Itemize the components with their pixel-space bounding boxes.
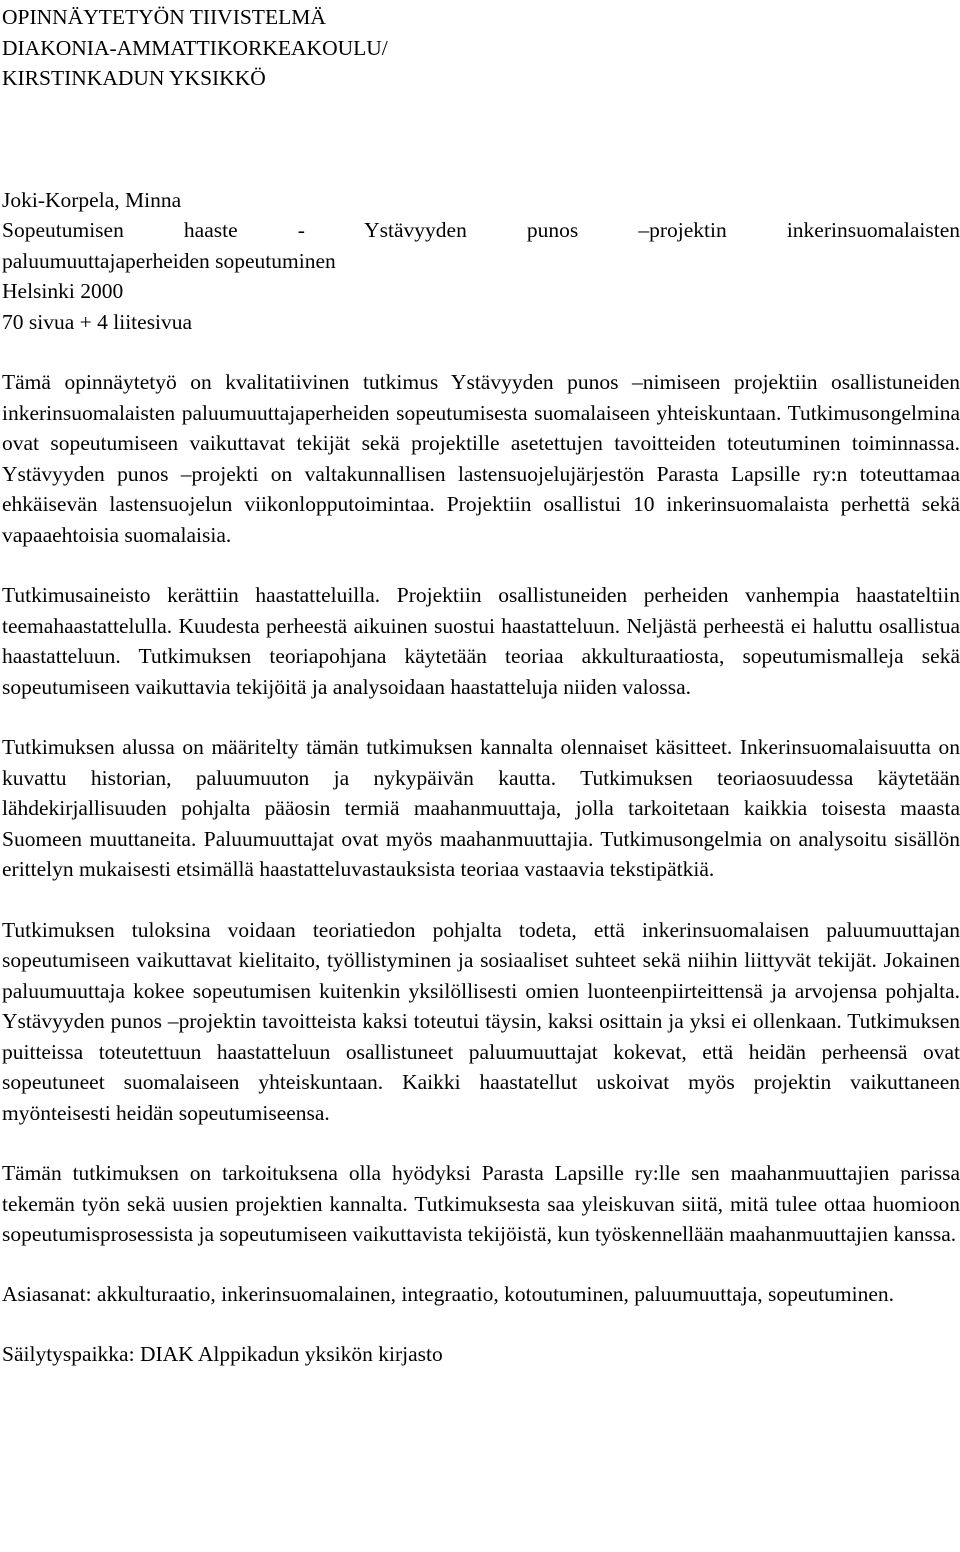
heading-line-1: OPINNÄYTETYÖN TIIVISTELMÄ: [2, 5, 326, 29]
abstract-paragraph-intro: Tämä opinnäytetyö on kvalitatiivinen tutkimus Ystävyyden punos –nimiseen projektiin osallistuneiden inkerinsuomalaisten paluumuuttajaperheiden sopeutumisesta suomalaiseen yhteiskuntaan. Tutkimusongelmina ovat sopeutumiseen vaikuttavat tekijät sekä projektille asetettujen tavoitteiden toteutuminen toiminnassa. Ystävyyden punos –projekti on valtakunnallisen lastensuojelujärjestön Parasta Lapsille ry:n toteuttamaa ehkäisevän lastensuojelun viikonlopputoimintaa. Projektiin osallistui 10 inkerinsuomalaista perhettä sekä vapaaehtoisia suomalaisia.: [2, 370, 960, 547]
thesis-title-line-1: Sopeutumisen haaste - Ystävyyden punos –projektin inkerinsuomalaisten: [2, 218, 960, 242]
abstract-paragraph-method: Tutkimusaineisto kerättiin haastatteluilla. Projektiin osallistuneiden perheiden vanhempia haastateltiin teemahaastattelulla. Kuudesta perheestä aikuinen suostui haastatteluun. Neljästä perheestä ei haluttu osallistua haastatteluun. Tutkimuksen teoriapohjana käytetään teoriaa akkulturaatiosta, sopeutumismalleja sekä sopeutumiseen vaikuttavia tekijöitä ja analysoidaan haastatteluja niiden valossa.: [2, 583, 960, 699]
keywords: Asiasanat: akkulturaatio, inkerinsuomalainen, integraatio, kotoutuminen, paluumuuttaja, sopeutuminen.: [2, 1281, 895, 1306]
heading-line-3: KIRSTINKADUN YKSIKKÖ: [2, 66, 266, 90]
author-name: Joki-Korpela, Minna: [2, 187, 182, 212]
place-and-year: Helsinki 2000: [2, 279, 124, 303]
abstract-paragraph-purpose: Tämän tutkimuksen on tarkoituksena olla hyödyksi Parasta Lapsille ry:lle sen maahanmuuttajien parissa tekemän työn sekä uusien projektien kannalta. Tutkimuksesta saa yleiskuvan siitä, mitä tulee ottaa huomioon sopeutumisprosessista ja sopeutumiseen vaikuttavista tekijöistä, kun työskennellään maahanmuuttajien kanssa.: [2, 1161, 960, 1246]
thesis-metadata: [2, 185, 960, 338]
abstract-paragraph-concepts: Tutkimuksen alussa on määritelty tämän tutkimuksen kannalta olennaiset käsitteet. Inkerinsuomalaisuutta on kuvattu historian, paluumuuton ja nykypäivän kautta. Tutkimuksen teoriaosuudessa käytetään lähdekirjallisuuden pohjalta pääosin termiä maahanmuuttaja, jolla tarkoitetaan kaikkia toisesta maasta Suomeen muuttaneita. Paluumuuttajat ovat myös maahanmuuttajia. Tutkimusongelmia on analysoitu sisällön erittelyn mukaisesti etsimällä haastatteluvastauksista teoriaa vastaavia tekstipätkiä.: [2, 735, 960, 881]
abstract-paragraph-results: Tutkimuksen tuloksina voidaan teoriatiedon pohjalta todeta, että inkerinsuomalaisen paluumuuttajan sopeutumiseen vaikuttavat kielitaito, työllistyminen ja sosiaaliset suhteet sekä niihin liittyvät tekijät. Jokainen paluumuuttaja kokee sopeutumisen kuitenkin yksilöllisesti omien luonteenpiirteittensä ja arvojensa pohjalta. Ystävyyden punos –projektin tavoitteista kaksi toteutui täysin, kaksi osittain ja yksi ei ollenkaan. Tutkimuksen puitteissa toteutettuun haastatteluun osallistuneet paluumuuttajat kokevat, että heidän perheensä ovat sopeutuneet suomalaiseen yhteiskuntaan. Kaikki haastatellut uskoivat myös projektin vaikuttaneen myönteisesti heidän sopeutumiseensa.: [2, 917, 960, 1125]
document-heading: [2, 2, 960, 94]
storage-location: Säilytyspaikka: DIAK Alppikadun yksikön kirjasto: [2, 1342, 443, 1366]
heading-line-2: DIAKONIA-AMMATTIKORKEAKOULU/: [2, 35, 388, 60]
thesis-title-line-2: paluumuuttajaperheiden sopeutuminen: [2, 248, 336, 273]
page-count: 70 sivua + 4 liitesivua: [2, 309, 193, 334]
